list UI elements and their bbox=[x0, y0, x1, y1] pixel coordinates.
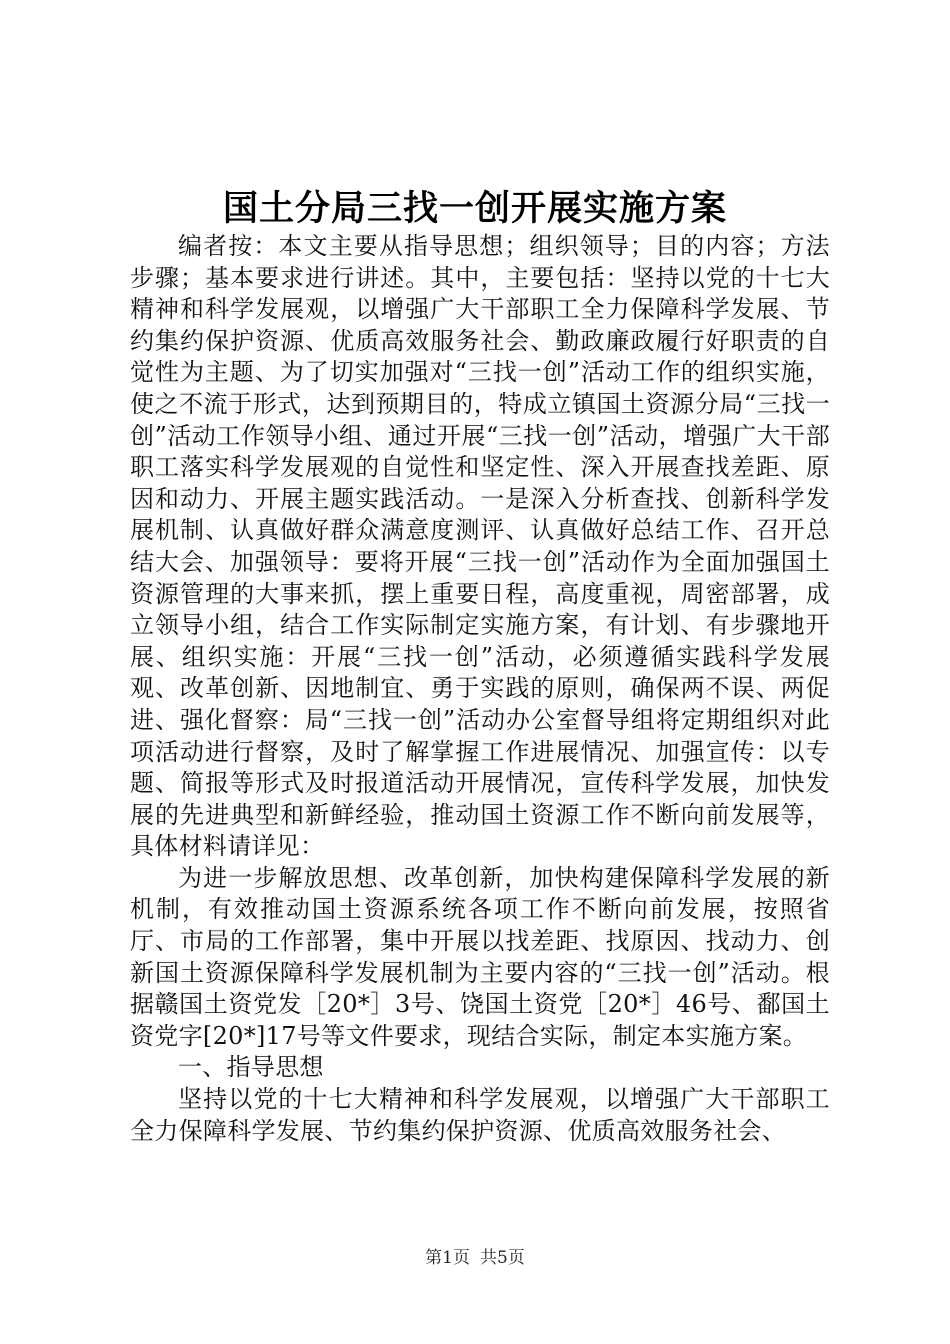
paragraph-intro: 为进一步解放思想、改革创新，加快构建保障科学发展的新机制，有效推动国土资源系统各项工作不断向前发展，按照省厅、市局的工作部署，集中开展以找差距、找原因、找动力、创新国土资源保障科学发展机制为主要内容的“三找一创”活动。根据赣国土资党发［20*］3号、饶国土资党［20*］46号、鄱国土资党字[20*]17号等文件要求，现结合实际，制定本实施方案。 bbox=[130, 863, 830, 1050]
page-total: 共5页 bbox=[480, 1248, 525, 1268]
paragraph-editor-note: 编者按：本文主要从指导思想；组织领导；目的内容；方法步骤；基本要求进行讲述。其中，主要包括：坚持以党的十七大精神和科学发展观，以增强广大干部职工全力保障科学发展、节约集约保护资源、优质高效服务社会、勤政廉政履行好职责的自觉性为主题、为了切实加强对“三找一创”活动工作的组织实施，使之不流于形式，达到预期目的，特成立镇国土资源分局“三找一创”活动工作领导小组、通过开展“三找一创”活动，增强广大干部职工落实科学发展观的自觉性和坚定性、深入开展查找差距、原因和动力、开展主题实践活动。一是深入分析查找、创新科学发展机制、认真做好群众满意度测评、认真做好总结工作、召开总结大会、加强领导：要将开展“三找一创”活动作为全面加强国土资源管理的大事来抓，摆上重要日程，高度重视，周密部署，成立领导小组，结合工作实际制定实施方案，有计划、有步骤地开展、组织实施：开展“三找一创”活动，必须遵循实践科学发展观、改革创新、因地制宜、勇于实践的原则，确保两不误、两促进、强化督察：局“三找一创”活动办公室督导组将定期组织对此项活动进行督察，及时了解掌握工作进展情况、加强宣传：以专题、简报等形式及时报道活动开展情况，宣传科学发展，加快发展的先进典型和新鲜经验，推动国土资源工作不断向前发展等，具体材料请详见： bbox=[130, 232, 830, 861]
document-title: 国土分局三找一创开展实施方案 bbox=[222, 188, 727, 229]
page-footer bbox=[0, 1246, 950, 1270]
section-heading-guiding-ideology: 一、指导思想 bbox=[178, 1053, 324, 1082]
paragraph-guiding-ideology: 坚持以党的十七大精神和科学发展观，以增强广大干部职工全力保障科学发展、节约集约保护资源、优质高效服务社会、 bbox=[130, 1085, 830, 1145]
document-body bbox=[130, 231, 830, 1147]
page-number: 第1页 bbox=[425, 1248, 470, 1268]
